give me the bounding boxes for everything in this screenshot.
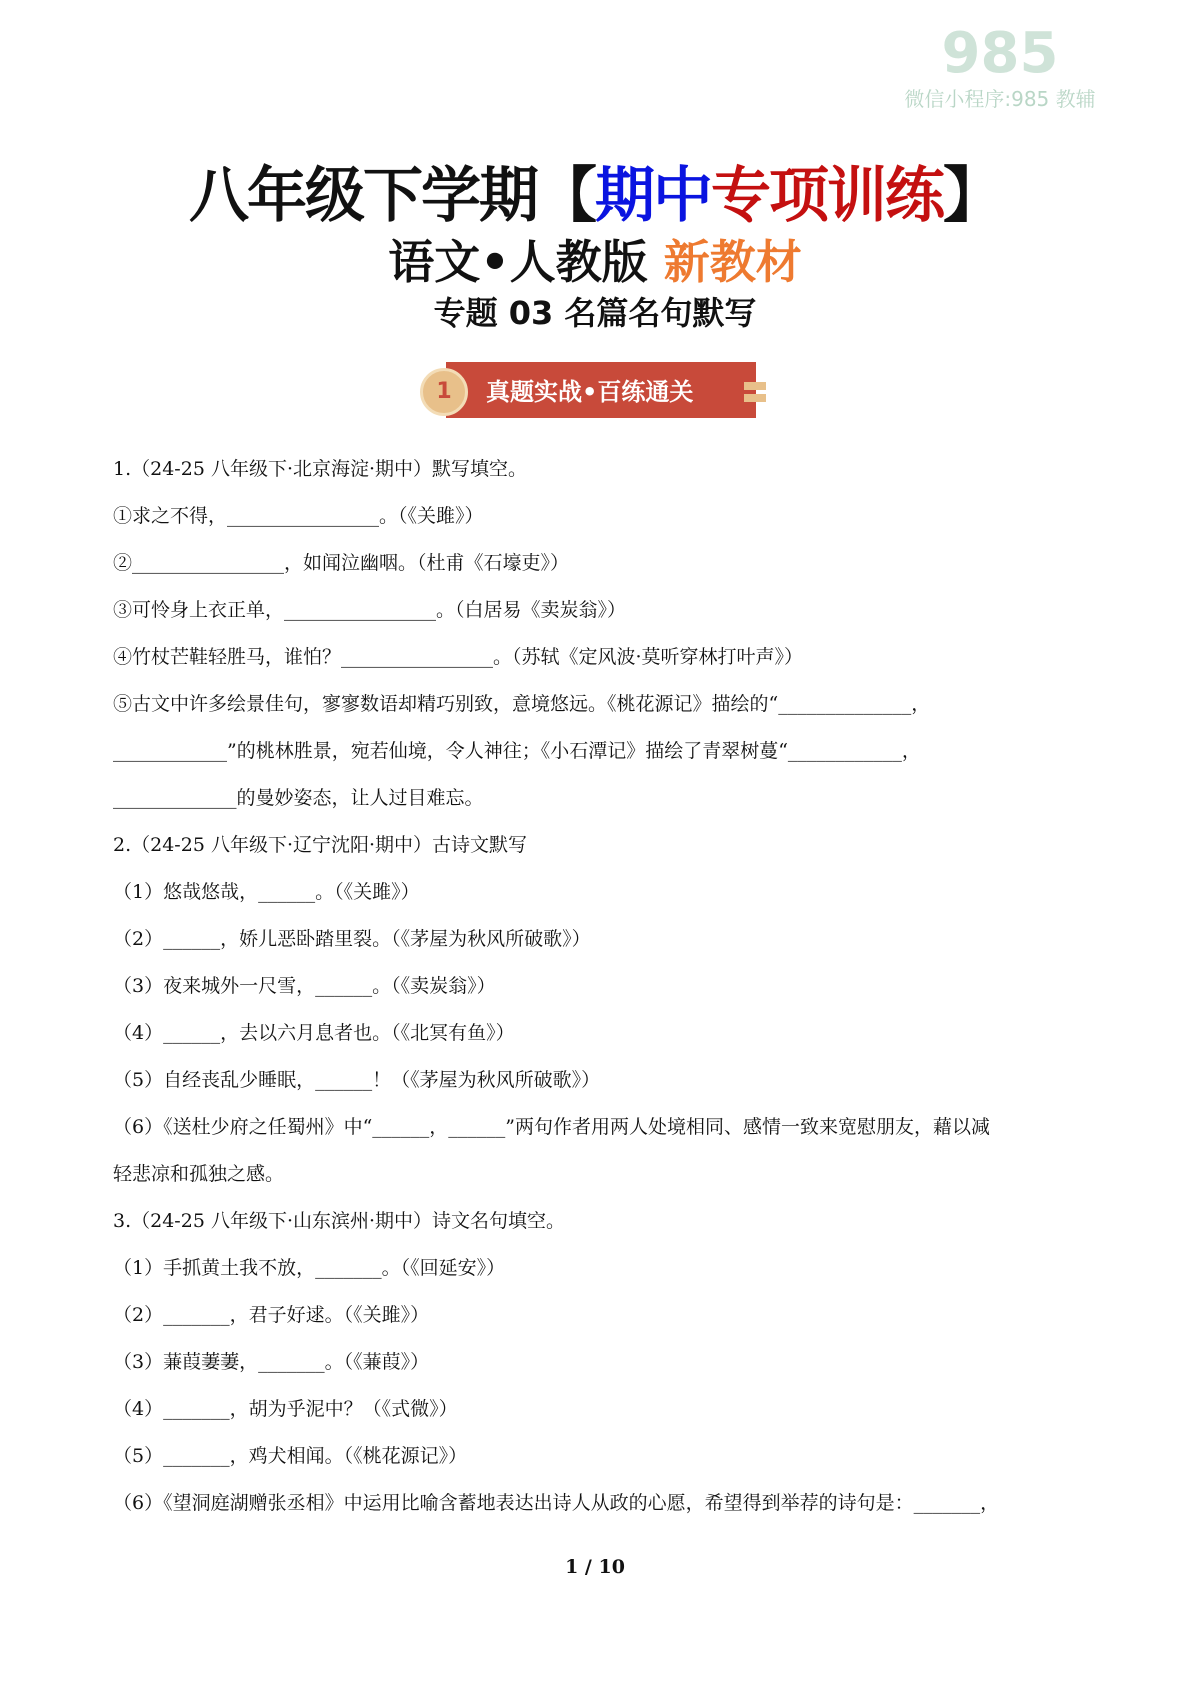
title-highlight-red: 专项训练 (711, 161, 943, 231)
text-line: （5）_______，鸡犬相闻。（《桃花源记》） (113, 1445, 468, 1467)
text-line: ③可怜身上衣正单，________________。（白居易《卖炭翁》） (113, 599, 627, 621)
subtitle-main: 语文•人教版 (388, 235, 664, 289)
document-title (0, 148, 1190, 234)
title-part: 】 (943, 161, 1001, 231)
watermark-logo: 985 (941, 21, 1059, 86)
section-banner (420, 360, 770, 420)
text-line: 3.（24-25 八年级下·山东滨州·期中）诗文名句填空。 (113, 1210, 566, 1232)
text-line: （3）蒹葭萋萋，_______。（《蒹葭》） (113, 1351, 430, 1373)
document-body (113, 446, 1088, 1527)
banner-number: 1 (420, 368, 468, 416)
text-line: （6）《送杜少府之任蜀州》中“______，______”两句作者用两人处境相同、感情一致来宽慰朋友，藉以减 (113, 1116, 991, 1138)
watermark-text: 微信小程序:985 教辅 (904, 87, 1096, 111)
text-line: _____________的曼妙姿态，让人过目难忘。 (113, 787, 484, 809)
text-line: ②________________，如闻泣幽咽。（杜甫《石壕吏》） (113, 552, 570, 574)
page-number: 1 / 10 (565, 1556, 625, 1578)
text-line: （2）______，娇儿恶卧踏里裂。（《茅屋为秋风所破歌》） (113, 928, 591, 950)
text-line: （3）夜来城外一尺雪，______。（《卖炭翁》） (113, 975, 496, 997)
text-line: 1.（24-25 八年级下·北京海淀·期中）默写填空。 (113, 458, 528, 480)
text-line: （6）《望洞庭湖赠张丞相》中运用比喻含蓄地表达出诗人从政的心愿，希望得到举荐的诗句是：_______， (113, 1492, 1000, 1514)
text-line: ④竹杖芒鞋轻胜马，谁怕？________________。（苏轼《定风波·莫听穿林打叶声》） (113, 646, 804, 668)
watermark (880, 22, 1120, 112)
text-line: ⑤古文中许多绘景佳句，寥寥数语却精巧别致，意境悠远。《桃花源记》描绘的“______________， (113, 693, 931, 715)
banner-text: 真题实战•百练通关 (486, 378, 694, 406)
text-line: ①求之不得，________________。（《关雎》） (113, 505, 484, 527)
title-highlight-blue: 期中 (595, 161, 711, 231)
text-line: （4）______，去以六月息者也。（《北冥有鱼》） (113, 1022, 515, 1044)
text-line: 2.（24-25 八年级下·辽宁沈阳·期中）古诗文默写 (113, 834, 528, 856)
text-line: （5）自经丧乱少睡眠，______！（《茅屋为秋风所破歌》） (113, 1069, 601, 1091)
banner-decoration (744, 394, 766, 402)
text-line: （4）_______，胡为乎泥中？（《式微》） (113, 1398, 458, 1420)
topic-heading: 专题 03 名篇名句默写 (433, 294, 757, 332)
title-part: 八年级下学期【 (189, 161, 595, 231)
text-line: 轻悲凉和孤独之感。 (113, 1163, 285, 1185)
text-line: （2）_______，君子好逑。（《关雎》） (113, 1304, 430, 1326)
text-line: （1）手抓黄土我不放，_______。（《回延安》） (113, 1257, 506, 1279)
subtitle-accent: 新教材 (663, 235, 802, 289)
text-line: ____________”的桃林胜景，宛若仙境，令人神往；《小石潭记》描绘了青翠树蔓“____________， (113, 740, 921, 762)
document-subtitle (0, 226, 1190, 292)
text-line: （1）悠哉悠哉，______。（《关雎》） (113, 881, 420, 903)
banner-decoration (744, 382, 766, 390)
